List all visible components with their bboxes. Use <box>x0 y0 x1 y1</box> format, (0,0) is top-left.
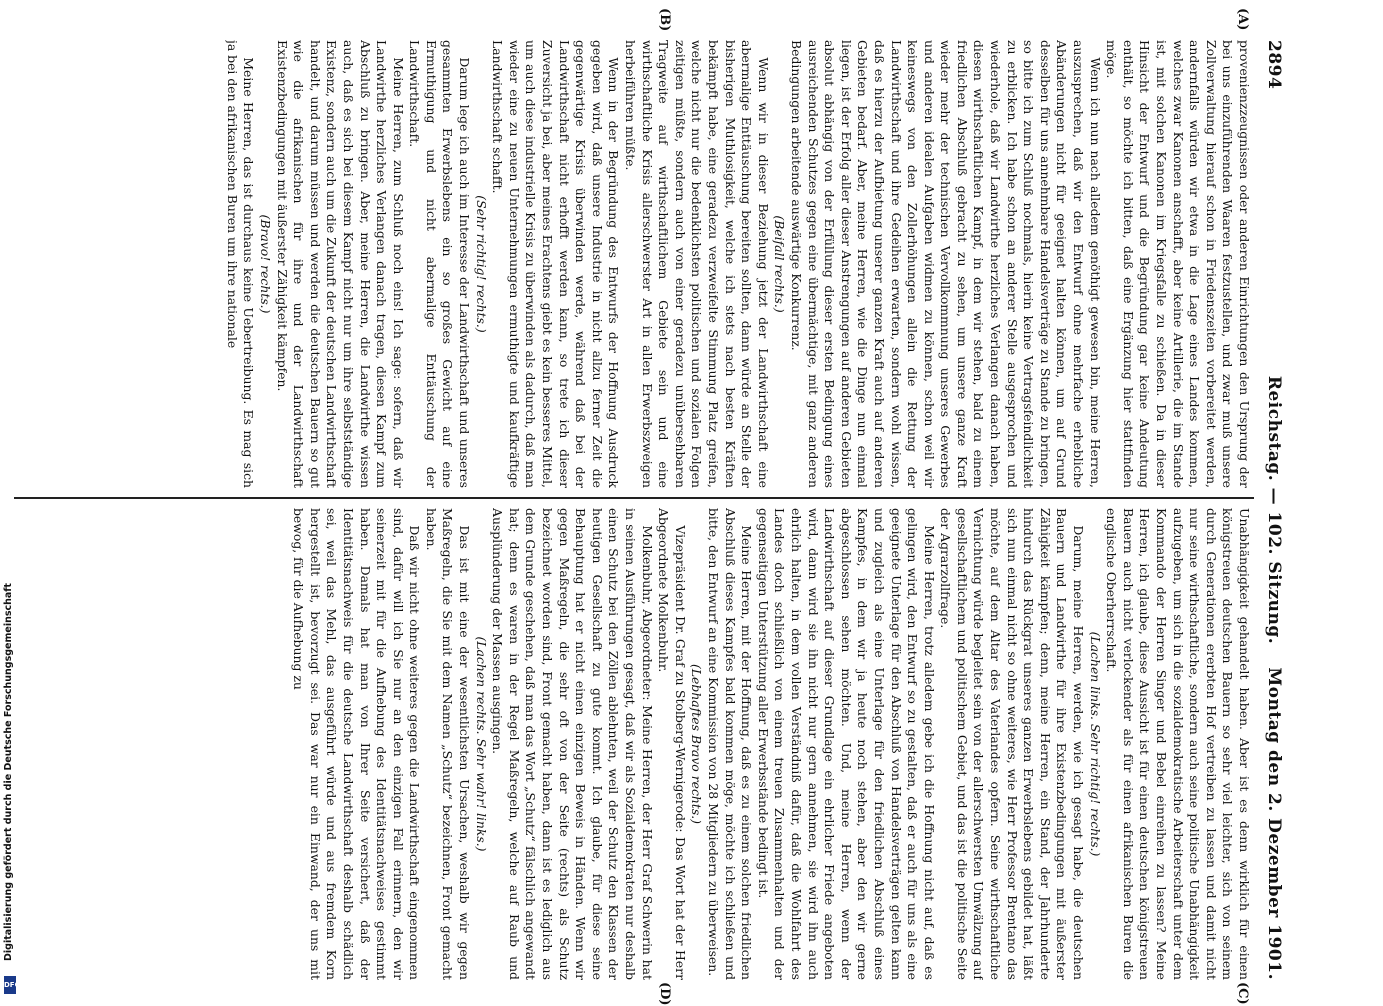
paragraph: Unabhängigkeit gehandelt haben. Aber ist es denn wirklich für einen königstreuen deutschen Bauern so sehr viel leichter, sich von seinem durch Generationen ererbten Hof vertreiben zu lassen und damit nicht nur seine wirthschaftliche, sondern auch seine politische Unabhängigkeit aufzugeben, um sich in die sozialdemokratische Arbeiterschaft unter dem Kommando der Herren Singer und Bebel einreihen zu lassen? Meine Herren, ich glaube, diese Aussicht ist für einen deutschen königstreuen Bauern auch nicht verlockender als für einen afrikanischen Buren die englische Oberherrschaft. <box>1104 508 1252 980</box>
margin-mark-b: (B) <box>657 8 672 32</box>
speaker-paragraph: Molkenbuhr, Abgeordneter: Meine Herren, der Herr Graf Schwerin hat in seinen Ausführungen gesagt, daß wir als Sozialdemokraten nur deshalb einen Schutz bei den Zöllen ablehnten, weil der Schutz den Klassen der heutigen Gesellschaft zu gute kommt. Ich glaube, für diese seine Behauptung hat er nicht einen einzigen Beweis in Händen. Wenn wir gegen Maßregeln, die sehr oft von der Seite (rechts) als Schutz bezeichnet worden sind, Front gemacht haben, dann ist es lediglich aus dem Grunde geschehen, daß man das Wort „Schutz“ fälschlich angewandt hat; denn es waren in der Regel Maßregeln, welche auf Raub und Ausplünderung der Massen ausgingen. <box>490 508 655 980</box>
paragraph: Wenn wir in dieser Beziehung jetzt der Landwirthschaft eine abermalige Enttäuschung bereiten sollten, dann würde an Stelle der bisherigen Muthlosigkeit, welche ich stets nach besten Kräften bekämpft habe, eine geradezu verzweifelte Stimmung Platz greifen, welche nicht nur die bedenklichsten politischen und sozialen Folgen zeitigen müßte, sondern auch von einer geradezu unübersehbaren Tragweite auf wirthschaftlichem Gebiete sein und eine wirthschaftliche Krisis allerschwerster Art in allen Erwerbszweigen herbeiführen müßte. <box>623 40 771 488</box>
page-header <box>1258 40 1284 980</box>
page-date: Montag den 2. Dezember 1901. <box>1264 667 1284 980</box>
margin-mark-a: (A) <box>1235 8 1250 31</box>
paragraph: Darum, meine Herren, werden, wie ich gesagt habe, die deutschen Bauern und Landwirthe für ihre Existenzbedingungen mit äußerster Zähigkeit kämpfen; denn, meine Herren, ein Stand, der Jahrhunderte hindurch das Rückgrat unseres ganzen Erwerbslebens gebildet hat, läßt sich nun einmal nicht so ohne weiteres, wie Herr Professor Brentano das möchte, auf dem Altar des Vaterlandes opfern. Seine wirthschaftliche Vernichtung würde begleitet sein von der allerschwersten Umwälzung auf gesellschaftlichem und politischem Gebiet, und das ist die politische Seite der Agrarzollfrage. <box>938 508 1087 980</box>
right-column <box>12 508 1252 980</box>
speaker-paragraph: Vizepräsident Dr. Graf zu Stolberg-Wernigerode: Das Wort hat der Herr Abgeordnete Molkenbuhr. <box>656 508 688 980</box>
page-title: Reichstag. — 102. Sitzung. <box>1264 375 1284 645</box>
paragraph: Das ist mit eine der wesentlichsten Ursachen, weshalb wir gegen Maßregeln, die Sie mit dem Namen „Schutz“ bezeichnen, Front gemacht haben. <box>423 508 473 980</box>
interjection: (Sehr richtig! rechts.) <box>473 195 489 333</box>
interjection: (Lachen links. Sehr richtig! rechts.) <box>1087 631 1103 857</box>
paragraph: Meine Herren, mit der Hoffnung, daß es zu einem solchen friedlichen Abschluß dieses Kampfes bald kommen möge, möchte ich schließen und bitte, den Entwurf an eine Kommission von 28 Mitgliedern zu überweisen. <box>706 508 755 980</box>
margin-mark-c: (C) <box>1235 982 1250 1005</box>
dfg-logo: DFG <box>4 976 16 994</box>
paragraph: Darum lege ich auch im Interesse der Landwirthschaft und unseres gesammten Erwerbslebens ein so großes Gewicht auf eine Ermuthigung und nicht abermalige Enttäuschung der Landwirthschaft. <box>407 40 473 488</box>
column-divider <box>14 497 1254 499</box>
interjection: (Lebhaftes Bravo rechts.) <box>689 664 705 824</box>
interjection: (Bravo! rechts.) <box>257 214 273 314</box>
page-number: 2894 <box>1264 40 1284 90</box>
paragraph: provenienzzeugnissen oder anderen Einrichtungen den Ursprung der bei uns einzuführenden Waaren festzustellen, und zwar muß unsere Zollverwaltung hierauf schon in Friedenszeiten vorbereitet werden, andernfalls würden wir etwa in die Lage eines Landes kommen, welches zwar Kanonen anschafft, aber keine Artillerie, die im Stande ist, mit solchen Kanonen im Kriegsfalle zu schießen. Da in dieser Hinsicht der Entwurf und die Begründung gar keine Andeutung enthält, so möchte ich bitten, daß eine Ergänzung hier stattfinden möge. <box>1104 40 1252 488</box>
paragraph: Daß wir nicht ohne weiteres gegen die Landwirthschaft eingenommen sind, dafür will ich Sie nur an den einzigen Fall erinnern, den wir seinerzeit mit für die Aufhebung des Identitätsnachweises gestimmt haben. Damals hat man von Ihrer Seite versichert, daß der Identitätsnachweis für die deutsche Landwirthschaft deshalb schädlich sei, weil das Mehl, das ausgeführt würde und aus fremdem Korn hergestellt ist, bevorzugt sei. Das war nur ein Einwand, der uns mit bewog, für die Aufhebung zu <box>291 508 423 980</box>
paragraph: Wenn in der Begründung des Entwurfs der Hoffnung Ausdruck gegeben wird, daß unsere Industrie in nicht allzu ferner Zeit die gegenwärtige Krisis überwinden werde, während daß bei der Landwirthschaft nicht erhofft werden kann, so trete ich dieser Zuversicht ja bei, aber meines Erachtens giebt es kein besseres Mittel, um auch diese industrielle Krisis zu überwinden als dadurch, daß man wieder eine zu neuen Unternehmungen ermuthigte und kaufkräftige Landwirthschaft schafft. <box>490 40 622 488</box>
paragraph: Meine Herren, zum Schluß noch eins! Ich sage: sofern, daß wir Landwirthe herzliches Verlangen danach tragen, diesen Kampf zum Abschluß zu bringen. Aber, meine Herren, die Landwirthe wissen auch, daß es sich bei diesem Kampf nicht nur um ihre selbstständige Existenz, sondern auch um die Zukunft der deutschen Landwirthschaft handelt, und darum müssen und werden die deutschen Bauern so gut wie die afrikanischen für ihre und der Landwirthschaft Existenzbedingungen mit äußerster Zähigkeit kämpfen. <box>274 40 406 488</box>
interjection: (Beifall rechts.) <box>772 215 788 313</box>
digitization-credit <box>2 583 21 996</box>
paragraph: Meine Herren, trotz alledem gebe ich die Hoffnung nicht auf, daß es gelingen wird, den Entwurf so zu gestalten, daß er auch für uns als eine geeignete Unterlage für den Abschluß von Handelsverträgen gelten kann und zugleich als eine Unterlage für den friedlichen Abschluß eines Kampfes, in dem wir ja heute noch stehen, aber den wir gerne abgeschlossen sehen möchten. Und, meine Herren, wenn der Landwirthschaft auf dieser Grundlage ein ehrlicher Friede angeboten wird, dann wird sie ihn nicht nur gern annehmen, sie wird ihn auch ehrlich halten, in dem vollen Verständniß dafür, daß die Wohlfahrt des Landes doch schließlich von einem treuen Zusammenhalten und der gegenseitigen Unterstützung aller Erwerbsstände bedingt ist. <box>755 508 937 980</box>
interjection: (Lachen rechts. Sehr wahr! links.) <box>473 636 489 852</box>
margin-mark-d: (D) <box>657 982 672 1006</box>
left-column <box>12 40 1252 488</box>
paragraph: Wenn ich nun nach alledem genöthigt gewesen bin, meine Herren, auszusprechen, daß wir den Entwurf ohne mehrfache erhebliche Abänderungen nicht für geeignet halten können, um auf Grund desselben für uns annehmbare Handelsverträge zu Stande zu bringen, so bitte ich zum Schluß nochmals, hierin keine Vertragsfeindlichkeit zu erblicken. Ich habe schon an anderer Stelle ausgesprochen und wiederhole, daß wir Landwirthe herzliches Verlangen danach haben, diesen wirthschaftlichen Kampf, in dem wir stehen, bald zu einem friedlichen Abschluß gebracht zu sehen, um unsere ganze Kraft wieder mehr der technischen Vervollkommnung unseres Gewerbes und anderen idealen Aufgaben widmen zu können, schon weil wir keineswegs von den Zollerhöhungen allein die Rettung der Landwirthschaft und ihre Gedeihen erwarten, sondern wohl wissen, daß es hierzu der Aufbietung unserer ganzen Kraft auch auf anderen Gebieten bedarf. Aber, meine Herren, wie die Dinge nun einmal liegen, ist der Erfolg aller dieser Anstrengungen auf anderen Gebieten absolut abhängig von der Erfüllung dieser ersten Bedingung eines ausreichenden Schutzes gegen eine übermächtige, mit ganz anderen Bedingungen arbeitende auswärtige Konkurrenz. <box>788 40 1103 488</box>
paragraph: Meine Herren, das ist durchaus keine Uebertreibung. Es mag sich ja bei den afrikanischen Buren um ihre nationale <box>224 40 257 488</box>
credit-text: Digitalisierung gefördert durch die Deutsche Forschungsgemeinschaft <box>3 583 14 961</box>
